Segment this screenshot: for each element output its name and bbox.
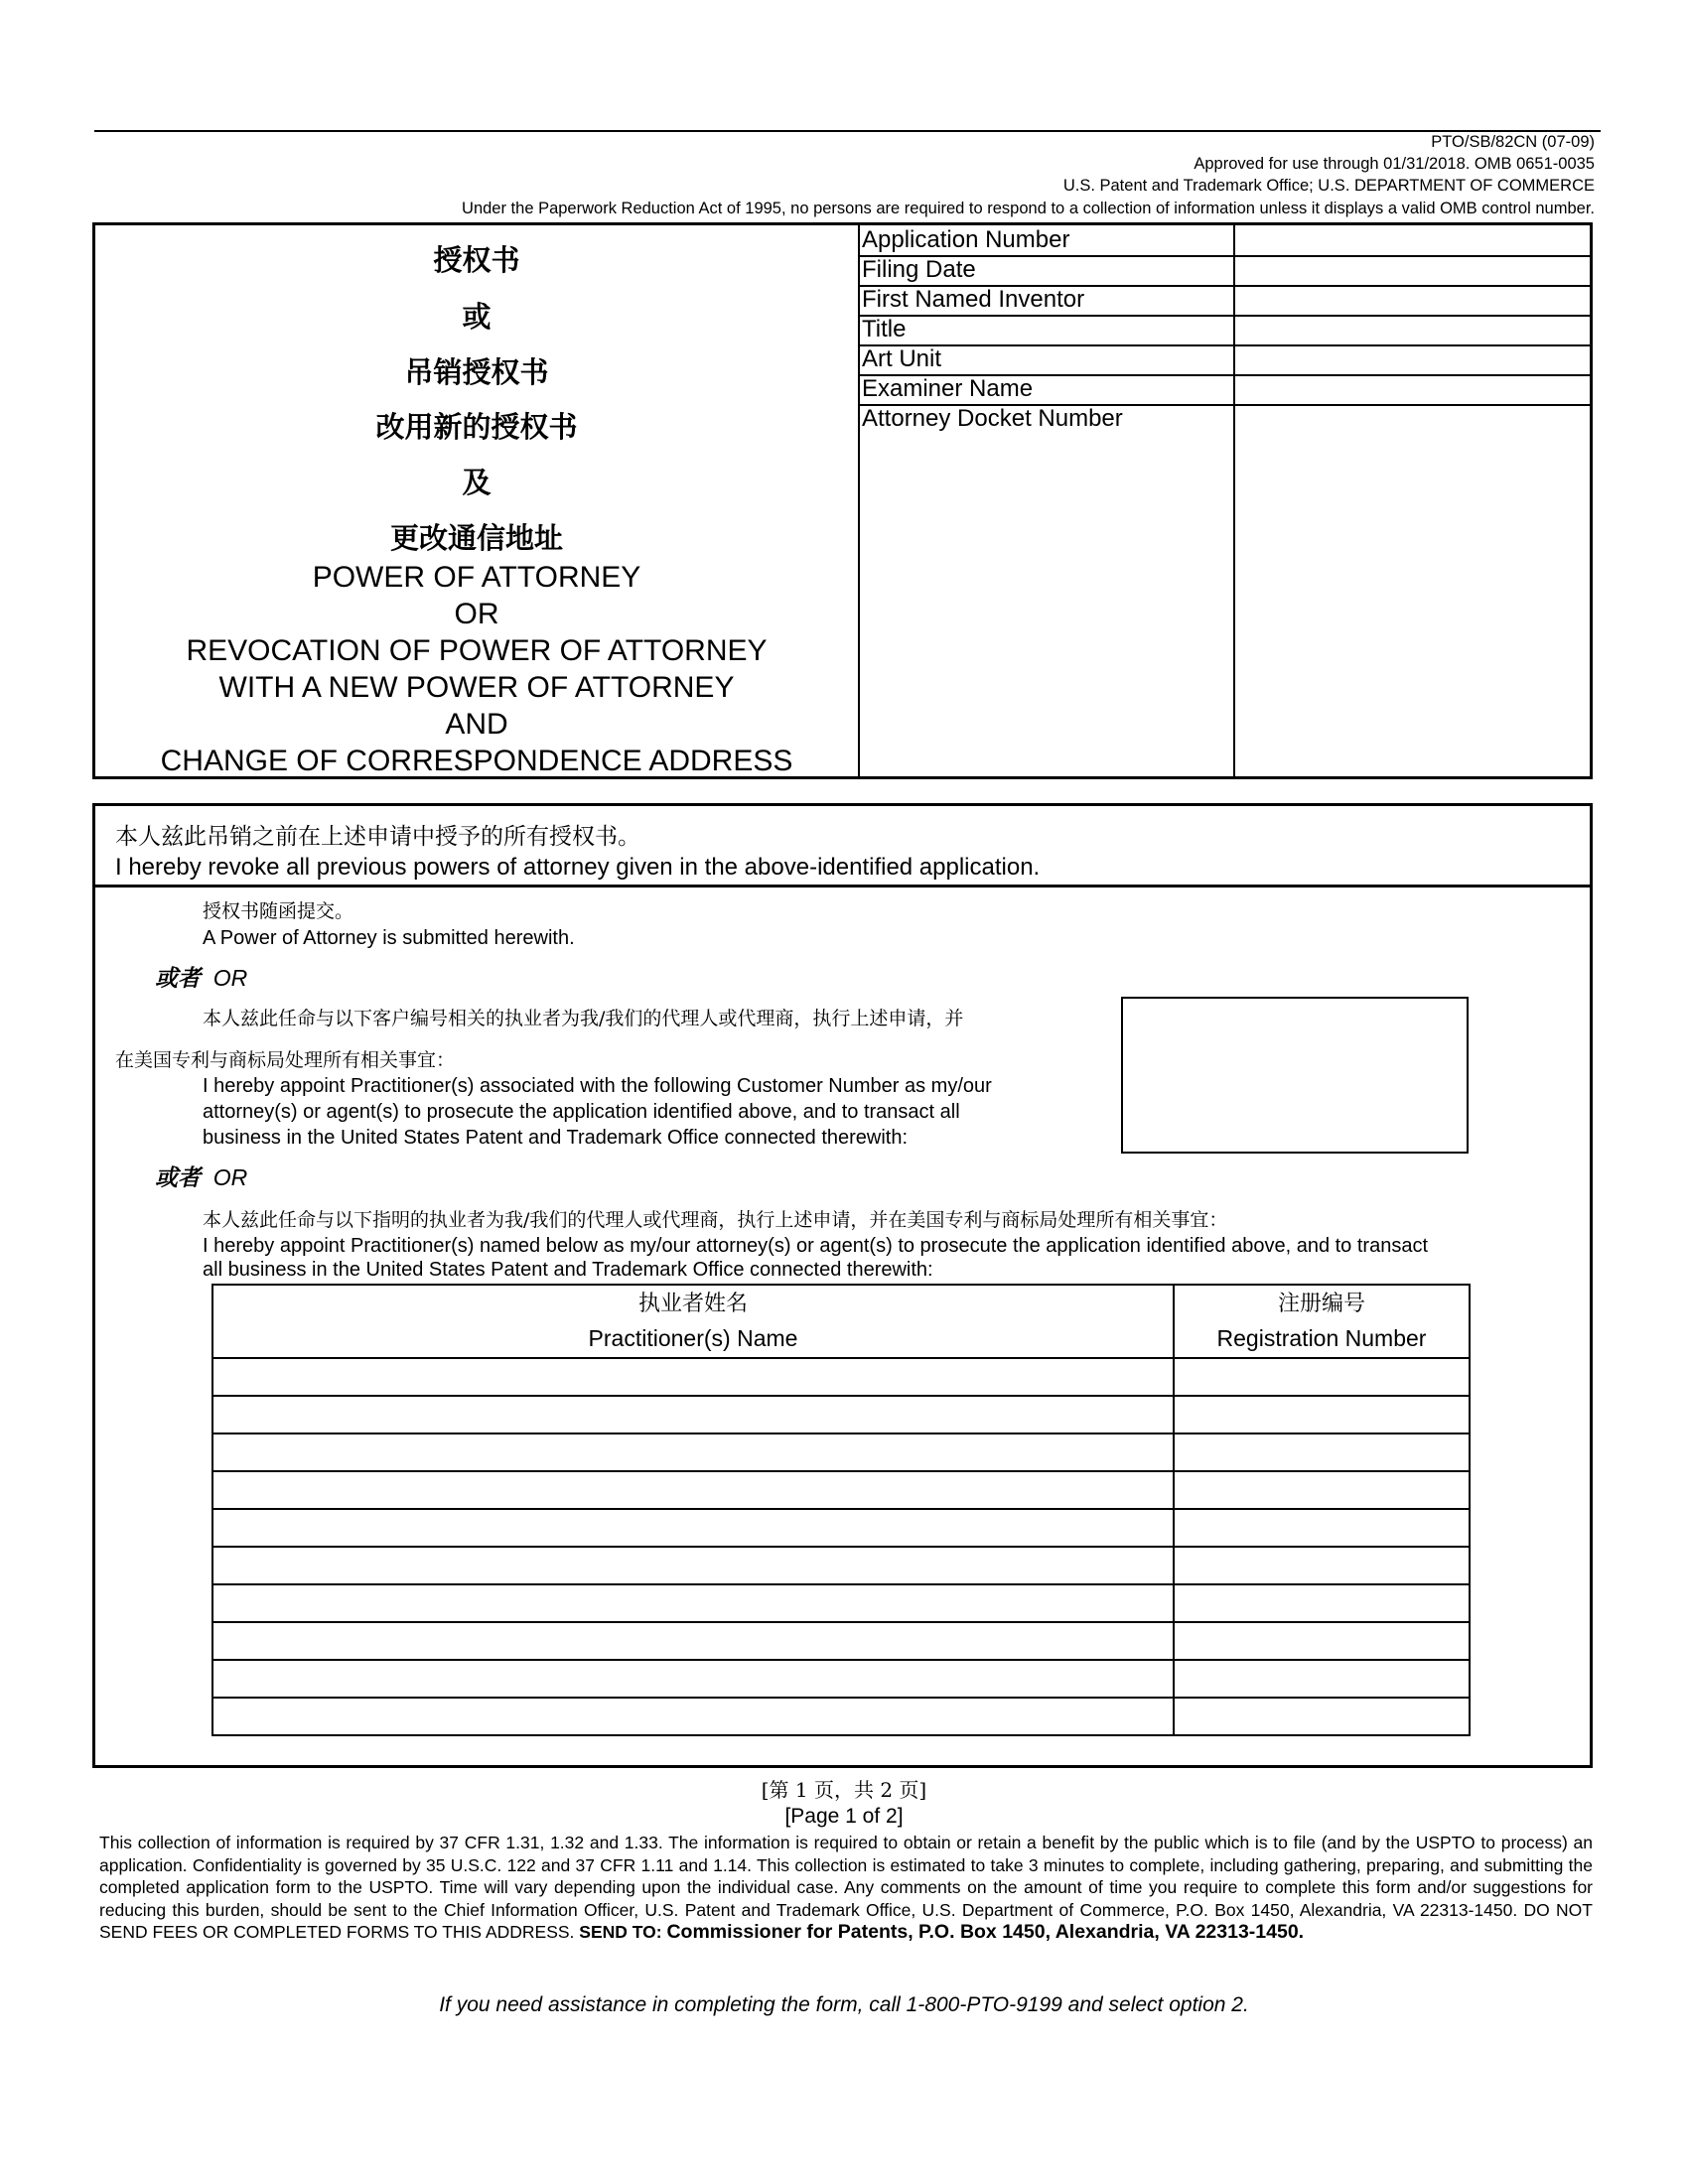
table-row [212,1396,1470,1433]
field-label: Examiner Name [858,374,1235,404]
named-en-1: I hereby appoint Practitioner(s) named below as my/our attorney(s) or agent(s) to prosecute the application identified above, and to transact [203,1235,1429,1257]
poa-zh: 授权书随函提交。 [203,900,354,922]
registration-number-cell[interactable] [1174,1509,1470,1547]
burden-statement [99,1832,1593,1944]
column-header-reg-en: Registration Number [1216,1325,1427,1351]
field-attorney-docket-number [858,404,1590,776]
customer-zh-2: 在美国专利与商标局处理所有相关事宜： [115,1049,456,1071]
column-header-name-zh: 执业者姓名 [637,1292,748,1316]
title-input[interactable] [1237,315,1590,344]
assistance-note: If you need assistance in completing the form, call 1-800-PTO-9199 and select option 2. [439,1993,1249,2016]
revoke-en: I hereby revoke all previous powers of attorney given in the above-identified application. [115,854,1041,881]
field-art-unit [858,344,1590,376]
field-examiner-name [858,374,1590,406]
agency-line: U.S. Patent and Trademark Office; U.S. DEPARTMENT OF COMMERCE [1062,177,1595,195]
named-en-2: all business in the United States Patent and Trademark Office connected therewith: [203,1259,933,1281]
field-label: First Named Inventor [858,285,1235,315]
table-row [212,1509,1470,1547]
title-en-line: AND [445,708,508,741]
revocation-statement [95,806,1590,887]
registration-number-cell[interactable] [1174,1660,1470,1698]
registration-number-cell[interactable] [1174,1547,1470,1584]
or-separator [155,1160,247,1192]
title-zh-line: 改用新的授权书 [375,410,578,444]
registration-number-cell[interactable] [1174,1358,1470,1396]
page-indicator-en: [Page 1 of 2] [784,1805,904,1828]
revoke-zh: 本人兹此吊销之前在上述申请中授予的所有授权书。 [115,824,640,850]
form-number: PTO/SB/82CN (07-09) [1431,133,1595,151]
practitioner-name-cell[interactable] [212,1433,1174,1471]
first-named-inventor-input[interactable] [1237,285,1590,315]
filing-date-input[interactable] [1237,255,1590,285]
named-zh: 本人兹此任命与以下指明的执业者为我/我们的代理人或代理商，执行上述申请，并在美国专利与商标局处理所有相关事宜： [203,1209,1228,1231]
practitioner-name-cell[interactable] [212,1547,1174,1584]
table-row [212,1433,1470,1471]
attorney-docket-number-input[interactable] [1237,404,1590,776]
paperwork-notice: Under the Paperwork Reduction Act of 1995, no persons are required to respond to a collection of information unless it displays a valid OMB control number. [462,200,1595,217]
registration-number-cell[interactable] [1174,1396,1470,1433]
customer-zh-1: 本人兹此任命与以下客户编号相关的执业者为我/我们的代理人或代理商，执行上述申请，并 [203,1008,964,1029]
title-en-line: REVOCATION OF POWER OF ATTORNEY [186,634,768,667]
field-title [858,315,1590,346]
table-row [212,1547,1470,1584]
customer-number-input[interactable] [1121,997,1469,1154]
title-zh-line: 或 [462,300,492,334]
burden-text: This collection of information is required by 37 CFR 1.31, 1.32 and 1.33. The information is required to obtain or retain a benefit by the public which is to file (and by the USPTO to process) an application. Confidentiality is governed by 35 U.S.C. 122 and 37 CFR 1.11 and 1.14. This collection is estimated to take 3 minutes to complete, including gathering, preparing, and submitting the completed application form to the USPTO. Time will vary depending upon the individual case. Any comments on the amount of time you require to complete this form and/or suggestions for reducing this burden, should be sent to the Chief Information Officer, U.S. Patent and Trademark Office, U.S. Department of Commerce, P.O. Box 1450, Alexandria, VA 22313-1450. DO NOT SEND FEES OR COMPLETED FORMS TO THIS ADDRESS. [99,1833,1593,1942]
practitioner-name-cell[interactable] [212,1471,1174,1509]
practitioner-name-cell[interactable] [212,1509,1174,1547]
table-header-row [212,1285,1470,1358]
customer-en-2: attorney(s) or agent(s) to prosecute the application identified above, and to transact all [203,1101,960,1123]
column-header-name [212,1285,1174,1358]
field-label: Title [858,315,1235,344]
or-separator [155,960,247,993]
title-zh-line: 授权书 [433,243,520,277]
or-en: OR [212,1164,248,1190]
application-info-box [92,222,1593,779]
field-label: Filing Date [858,255,1235,285]
field-label: Attorney Docket Number [858,404,1235,776]
registration-number-cell[interactable] [1174,1471,1470,1509]
title-zh-line: 及 [462,466,492,499]
title-en-line: OR [454,598,499,630]
title-en-line: POWER OF ATTORNEY [312,561,641,594]
send-to-address: Commissioner for Patents, P.O. Box 1450, Alexandria, VA 22313-1450. [666,1921,1305,1943]
field-filing-date [858,255,1590,287]
page-indicator-zh: [第 1 页，共 2 页] [761,1778,927,1802]
poa-en: A Power of Attorney is submitted herewith. [203,927,575,949]
form-title-panel [95,225,860,776]
table-row [212,1471,1470,1509]
top-rule [94,130,1601,132]
column-header-reg-zh: 注册编号 [1277,1292,1365,1316]
field-label: Art Unit [858,344,1235,374]
table-row [212,1584,1470,1622]
title-zh-line: 吊销授权书 [404,355,549,389]
practitioner-name-cell[interactable] [212,1622,1174,1660]
approval-notice: Approved for use through 01/31/2018. OMB 0651-0035 [1194,155,1595,173]
send-to-label: SEND TO: [579,1922,662,1942]
or-zh: 或者 [155,966,201,992]
field-application-number [858,225,1590,257]
practitioner-name-cell[interactable] [212,1698,1174,1735]
customer-en-3: business in the United States Patent and Trademark Office connected therewith: [203,1127,909,1149]
practitioner-name-cell[interactable] [212,1660,1174,1698]
column-header-registration [1174,1285,1470,1358]
column-header-name-en: Practitioner(s) Name [588,1325,798,1351]
practitioner-name-cell[interactable] [212,1358,1174,1396]
practitioner-table [211,1284,1471,1736]
field-first-named-inventor [858,285,1590,317]
registration-number-cell[interactable] [1174,1584,1470,1622]
field-label: Application Number [858,225,1235,255]
table-row [212,1698,1470,1735]
table-row [212,1660,1470,1698]
customer-en-1: I hereby appoint Practitioner(s) associated with the following Customer Number as my/our [203,1075,992,1097]
examiner-name-input[interactable] [1237,374,1590,404]
art-unit-input[interactable] [1237,344,1590,374]
registration-number-cell[interactable] [1174,1622,1470,1660]
application-fields [858,225,1590,776]
application-number-input[interactable] [1237,225,1590,255]
or-zh: 或者 [155,1165,201,1191]
practitioner-name-cell[interactable] [212,1396,1174,1433]
title-en-line: WITH A NEW POWER OF ATTORNEY [218,671,735,704]
registration-number-cell[interactable] [1174,1698,1470,1735]
table-row [212,1358,1470,1396]
practitioner-name-cell[interactable] [212,1584,1174,1622]
title-zh-line: 更改通信地址 [389,521,563,555]
registration-number-cell[interactable] [1174,1433,1470,1471]
or-en: OR [212,965,248,991]
table-row [212,1622,1470,1660]
revocation-appointment-box [92,803,1593,1768]
title-en-line: CHANGE OF CORRESPONDENCE ADDRESS [160,745,793,777]
